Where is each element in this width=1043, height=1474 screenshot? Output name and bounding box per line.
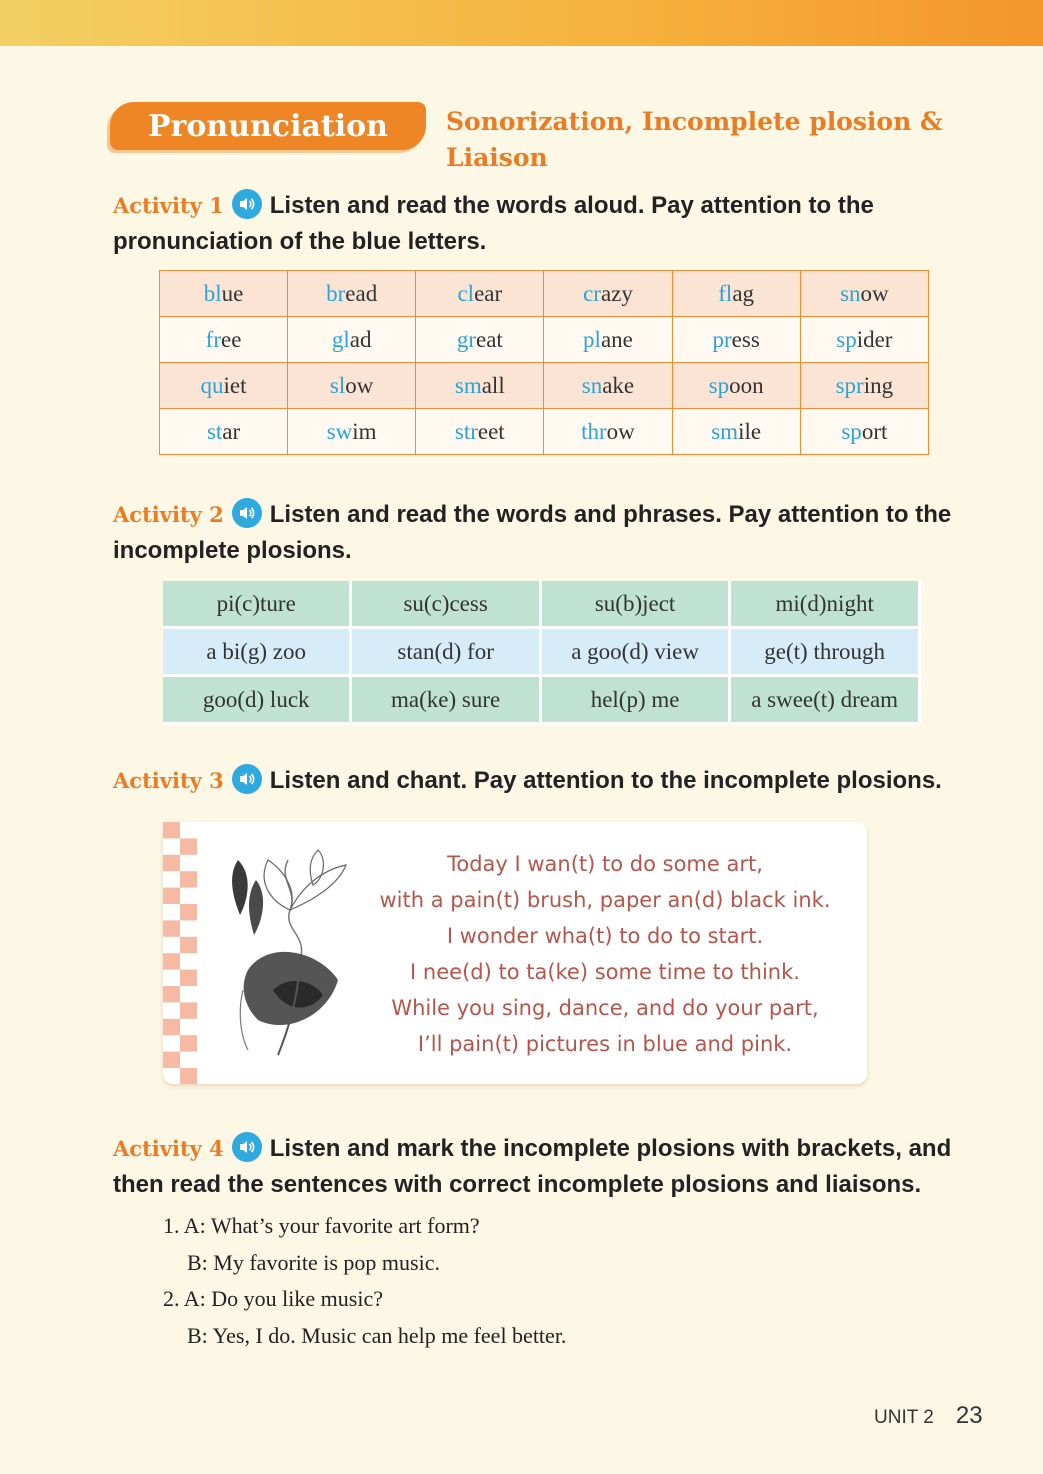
word-rest: oon: [729, 372, 764, 398]
word-row: [160, 363, 929, 409]
word-rest: ake: [602, 372, 635, 398]
checker-square: [163, 855, 180, 871]
word-cell: [672, 363, 800, 409]
blue-letters: st: [206, 418, 223, 444]
checker-square: [163, 1052, 180, 1068]
phrase-cell: ma(ke) sure: [352, 677, 541, 725]
checker-square: [180, 1068, 197, 1084]
word-cell: [800, 363, 928, 409]
word-rest: ead: [345, 280, 378, 306]
checker-square: [180, 937, 197, 953]
blue-letters: fr: [205, 326, 221, 352]
word-rest: eat: [475, 326, 503, 352]
activity-1-word-table: [159, 270, 929, 455]
activity-2-instruction: Listen and read the words and phrases. Pay attention to the incomplete plosions.: [113, 501, 952, 564]
activity-1-heading: [113, 188, 993, 260]
word-cell: [288, 271, 416, 317]
word-rest: ort: [861, 418, 888, 444]
blue-letters: pl: [583, 326, 601, 352]
page-footer: [874, 1402, 983, 1430]
word-rest: eet: [477, 418, 505, 444]
word-cell: [288, 409, 416, 455]
word-rest: ow: [860, 280, 889, 306]
section-label: Pronunciation: [110, 102, 426, 150]
activity-4-label: Activity 4: [113, 1136, 224, 1161]
phrase-cell: hel(p) me: [542, 677, 731, 725]
word-cell: [800, 409, 928, 455]
blue-letters: bl: [203, 280, 222, 306]
word-rest: ow: [345, 372, 374, 398]
blue-letters: thr: [581, 418, 607, 444]
phrase-row: [163, 677, 921, 725]
blue-letters: sp: [841, 418, 862, 444]
word-row: [160, 317, 929, 363]
phrase-cell: ge(t) through: [731, 629, 921, 677]
blue-letters: qu: [200, 372, 224, 398]
audio-icon[interactable]: [232, 189, 262, 219]
blue-letters: gl: [331, 326, 350, 352]
word-cell: [160, 409, 288, 455]
blue-letters: sm: [454, 372, 482, 398]
sentence-line: B: My favorite is pop music.: [187, 1249, 440, 1275]
word-cell: [544, 409, 672, 455]
word-rest: ag: [732, 280, 755, 306]
checker-square: [163, 888, 180, 904]
word-cell: [288, 317, 416, 363]
checker-square: [180, 838, 197, 854]
phrase-row: [163, 629, 921, 677]
word-rest: all: [481, 372, 505, 398]
word-cell: [800, 317, 928, 363]
word-rest: ess: [731, 326, 760, 352]
word-rest: iet: [223, 372, 247, 398]
phrase-cell: pi(c)ture: [163, 581, 352, 629]
blue-letters: sw: [326, 418, 353, 444]
chant-line: I wonder wha(t) to do to start.: [446, 924, 764, 948]
chant-line: Today I wan(t) to do some art,: [447, 852, 763, 876]
blue-letters: fl: [718, 280, 733, 306]
word-cell: [544, 317, 672, 363]
word-rest: ider: [856, 326, 893, 352]
checker-square: [180, 871, 197, 887]
word-cell: [416, 363, 544, 409]
word-rest: ue: [221, 280, 244, 306]
audio-icon[interactable]: [232, 1132, 262, 1162]
word-row: [160, 271, 929, 317]
blue-letters: sl: [329, 372, 346, 398]
blue-letters: sn: [581, 372, 603, 398]
word-rest: ow: [606, 418, 635, 444]
word-rest: ee: [221, 326, 242, 352]
activity-4-instruction: Listen and mark the incomplete plosions with brackets, and then read the sentences with correct incomplete plosions and liaisons.: [113, 1135, 952, 1198]
blue-letters: sp: [836, 326, 857, 352]
phrase-cell: su(c)cess: [352, 581, 541, 629]
chant-line: While you sing, dance, and do your part,: [391, 996, 819, 1020]
word-cell: [800, 271, 928, 317]
audio-icon[interactable]: [232, 764, 262, 794]
word-rest: azy: [600, 280, 633, 306]
checker-square: [163, 920, 180, 936]
word-cell: [672, 409, 800, 455]
blue-letters: str: [454, 418, 478, 444]
checker-square: [163, 986, 180, 1002]
word-cell: [160, 317, 288, 363]
word-rest: ar: [222, 418, 241, 444]
blue-letters: spr: [835, 372, 864, 398]
word-row: [160, 409, 929, 455]
phrase-cell: a swee(t) dream: [731, 677, 921, 725]
word-rest: ad: [349, 326, 372, 352]
activity-2-label: Activity 2: [113, 502, 224, 527]
lotus-ink-painting: [228, 840, 358, 1060]
blue-letters: cl: [457, 280, 475, 306]
phrase-cell: a goo(d) view: [542, 629, 731, 677]
checker-square: [163, 953, 180, 969]
activity-1-instruction: Listen and read the words aloud. Pay attention to the pronunciation of the blue letters.: [113, 192, 874, 255]
word-rest: im: [352, 418, 377, 444]
blue-letters: br: [326, 280, 346, 306]
checker-square: [180, 1002, 197, 1018]
phrase-cell: su(b)ject: [542, 581, 731, 629]
word-rest: ane: [600, 326, 633, 352]
activity-3-heading: [113, 763, 993, 799]
word-cell: [416, 271, 544, 317]
blue-letters: sm: [711, 418, 739, 444]
word-rest: ing: [863, 372, 894, 398]
sentence-line: B: Yes, I do. Music can help me feel better.: [187, 1322, 567, 1348]
phrase-cell: a bi(g) zoo: [163, 629, 352, 677]
phrase-row: [163, 581, 921, 629]
activity-3-instruction: Listen and chant. Pay attention to the incomplete plosions.: [269, 767, 942, 794]
top-banner: [0, 0, 1043, 46]
word-cell: [416, 409, 544, 455]
chant-line: I nee(d) to ta(ke) some time to think.: [410, 960, 800, 984]
audio-icon[interactable]: [232, 498, 262, 528]
chant-line: I’ll pain(t) pictures in blue and pink.: [417, 1032, 793, 1056]
word-cell: [544, 363, 672, 409]
blue-letters: sn: [840, 280, 861, 306]
phrase-cell: goo(d) luck: [163, 677, 352, 725]
activity-4-sentences: [163, 1208, 566, 1354]
blue-letters: gr: [456, 326, 476, 352]
phrase-cell: mi(d)night: [731, 581, 921, 629]
checker-square: [163, 822, 180, 838]
word-cell: [672, 271, 800, 317]
activity-1-label: Activity 1: [113, 193, 224, 218]
chant-line: with a pain(t) brush, paper an(d) black ink.: [379, 888, 831, 912]
word-cell: [288, 363, 416, 409]
checker-square: [163, 1019, 180, 1035]
sentence-line: 2. A: Do you like music?: [163, 1286, 383, 1311]
chant-text: [360, 846, 850, 1062]
word-cell: [160, 271, 288, 317]
blue-letters: sp: [708, 372, 730, 398]
activity-3-label: Activity 3: [113, 768, 224, 793]
section-subtitle: Sonorization, Incomplete plosion & Liaison: [446, 107, 943, 172]
word-rest: ile: [738, 418, 762, 444]
checker-square: [180, 970, 197, 986]
blue-letters: pr: [712, 326, 732, 352]
checker-square: [180, 904, 197, 920]
unit-label: UNIT 2: [874, 1407, 934, 1428]
word-rest: ear: [474, 280, 503, 306]
blue-letters: cr: [583, 280, 601, 306]
word-cell: [544, 271, 672, 317]
page-number: 23: [955, 1402, 983, 1429]
phrase-cell: stan(d) for: [352, 629, 541, 677]
sentence-line: 1. A: What’s your favorite art form?: [163, 1213, 480, 1238]
word-cell: [672, 317, 800, 363]
activity-2-phrase-table: [163, 581, 921, 725]
activity-2-heading: [113, 497, 993, 569]
checker-square: [180, 1035, 197, 1051]
word-cell: [160, 363, 288, 409]
word-cell: [416, 317, 544, 363]
checker-border-decoration: [163, 822, 197, 1084]
activity-4-heading: [113, 1131, 993, 1203]
